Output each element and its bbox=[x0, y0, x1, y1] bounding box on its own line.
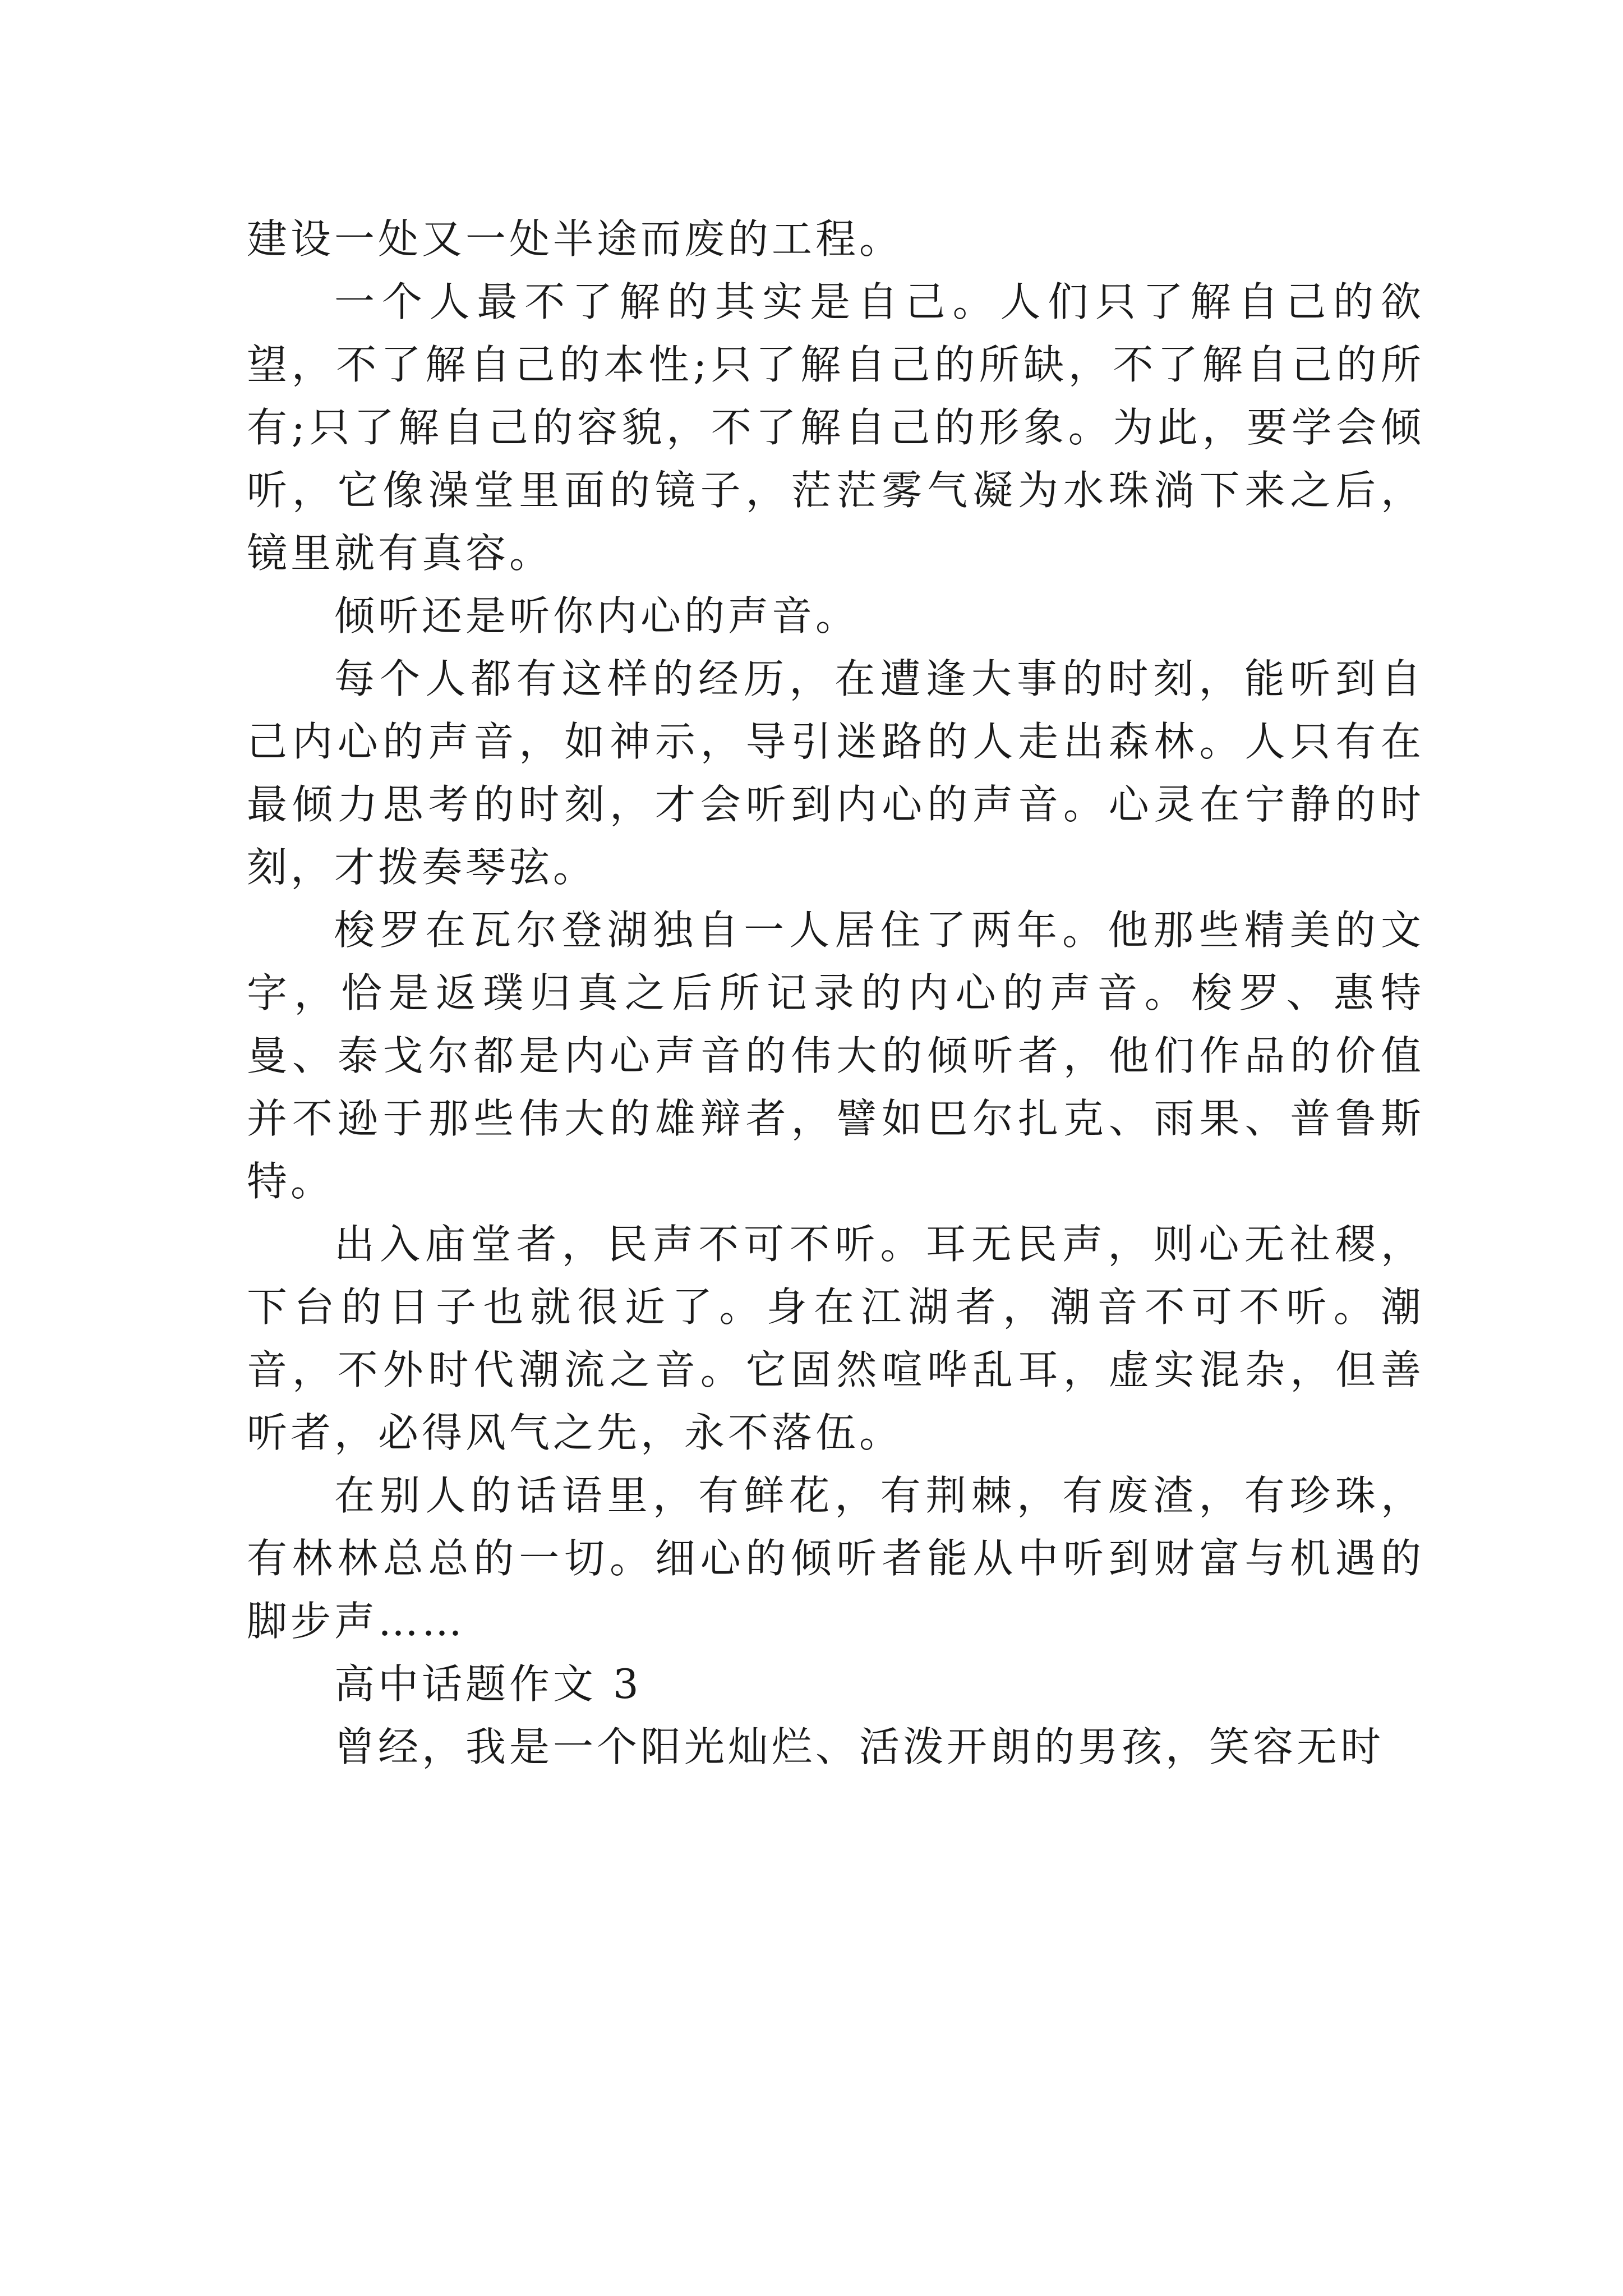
paragraph: 倾听还是听你内心的声音。 bbox=[334, 592, 860, 639]
paragraph: 在别人的话语里，有鲜花，有荆棘，有废渣，有珍珠，有林林总总的一切。细心的倾听者能从中听到财富与机遇的脚步声…… bbox=[247, 1472, 1424, 1645]
paragraph: 一个人最不了解的其实是自己。人们只了解自己的欲望，不了解自己的本性;只了解自己的所缺，不了解自己的所有;只了解自己的容貌，不了解自己的形象。为此，要学会倾听，它像澡堂里面的镜子，茫茫雾气凝为水珠淌下来之后，镜里就有真容。 bbox=[247, 278, 1424, 577]
document-body bbox=[247, 208, 1424, 1778]
paragraph: 每个人都有这样的经历，在遭逢大事的时刻，能听到自己内心的声音，如神示，导引迷路的人走出森林。人只有在最倾力思考的时刻，才会听到内心的声音。心灵在宁静的时刻，才拨奏琴弦。 bbox=[247, 655, 1424, 891]
paragraph: 建设一处又一处半途而废的工程。 bbox=[247, 215, 903, 263]
paragraph: 曾经，我是一个阳光灿烂、活泼开朗的男孩，笑容无时 bbox=[334, 1723, 1385, 1770]
paragraph: 梭罗在瓦尔登湖独自一人居住了两年。他那些精美的文字，恰是返璞归真之后所记录的内心的声音。梭罗、惠特曼、泰戈尔都是内心声音的伟大的倾听者，他们作品的价值并不逊于那些伟大的雄辩者，譬如巴尔扎克、雨果、普鲁斯特。 bbox=[247, 907, 1424, 1205]
section-heading: 高中话题作文 3 bbox=[334, 1660, 642, 1708]
paragraph: 出入庙堂者，民声不可不听。耳无民声，则心无社稷，下台的日子也就很近了。身在江湖者，潮音不可不听。潮音，不外时代潮流之音。它固然喧哗乱耳，虚实混杂，但善听者，必得风气之先，永不落伍。 bbox=[247, 1221, 1424, 1456]
